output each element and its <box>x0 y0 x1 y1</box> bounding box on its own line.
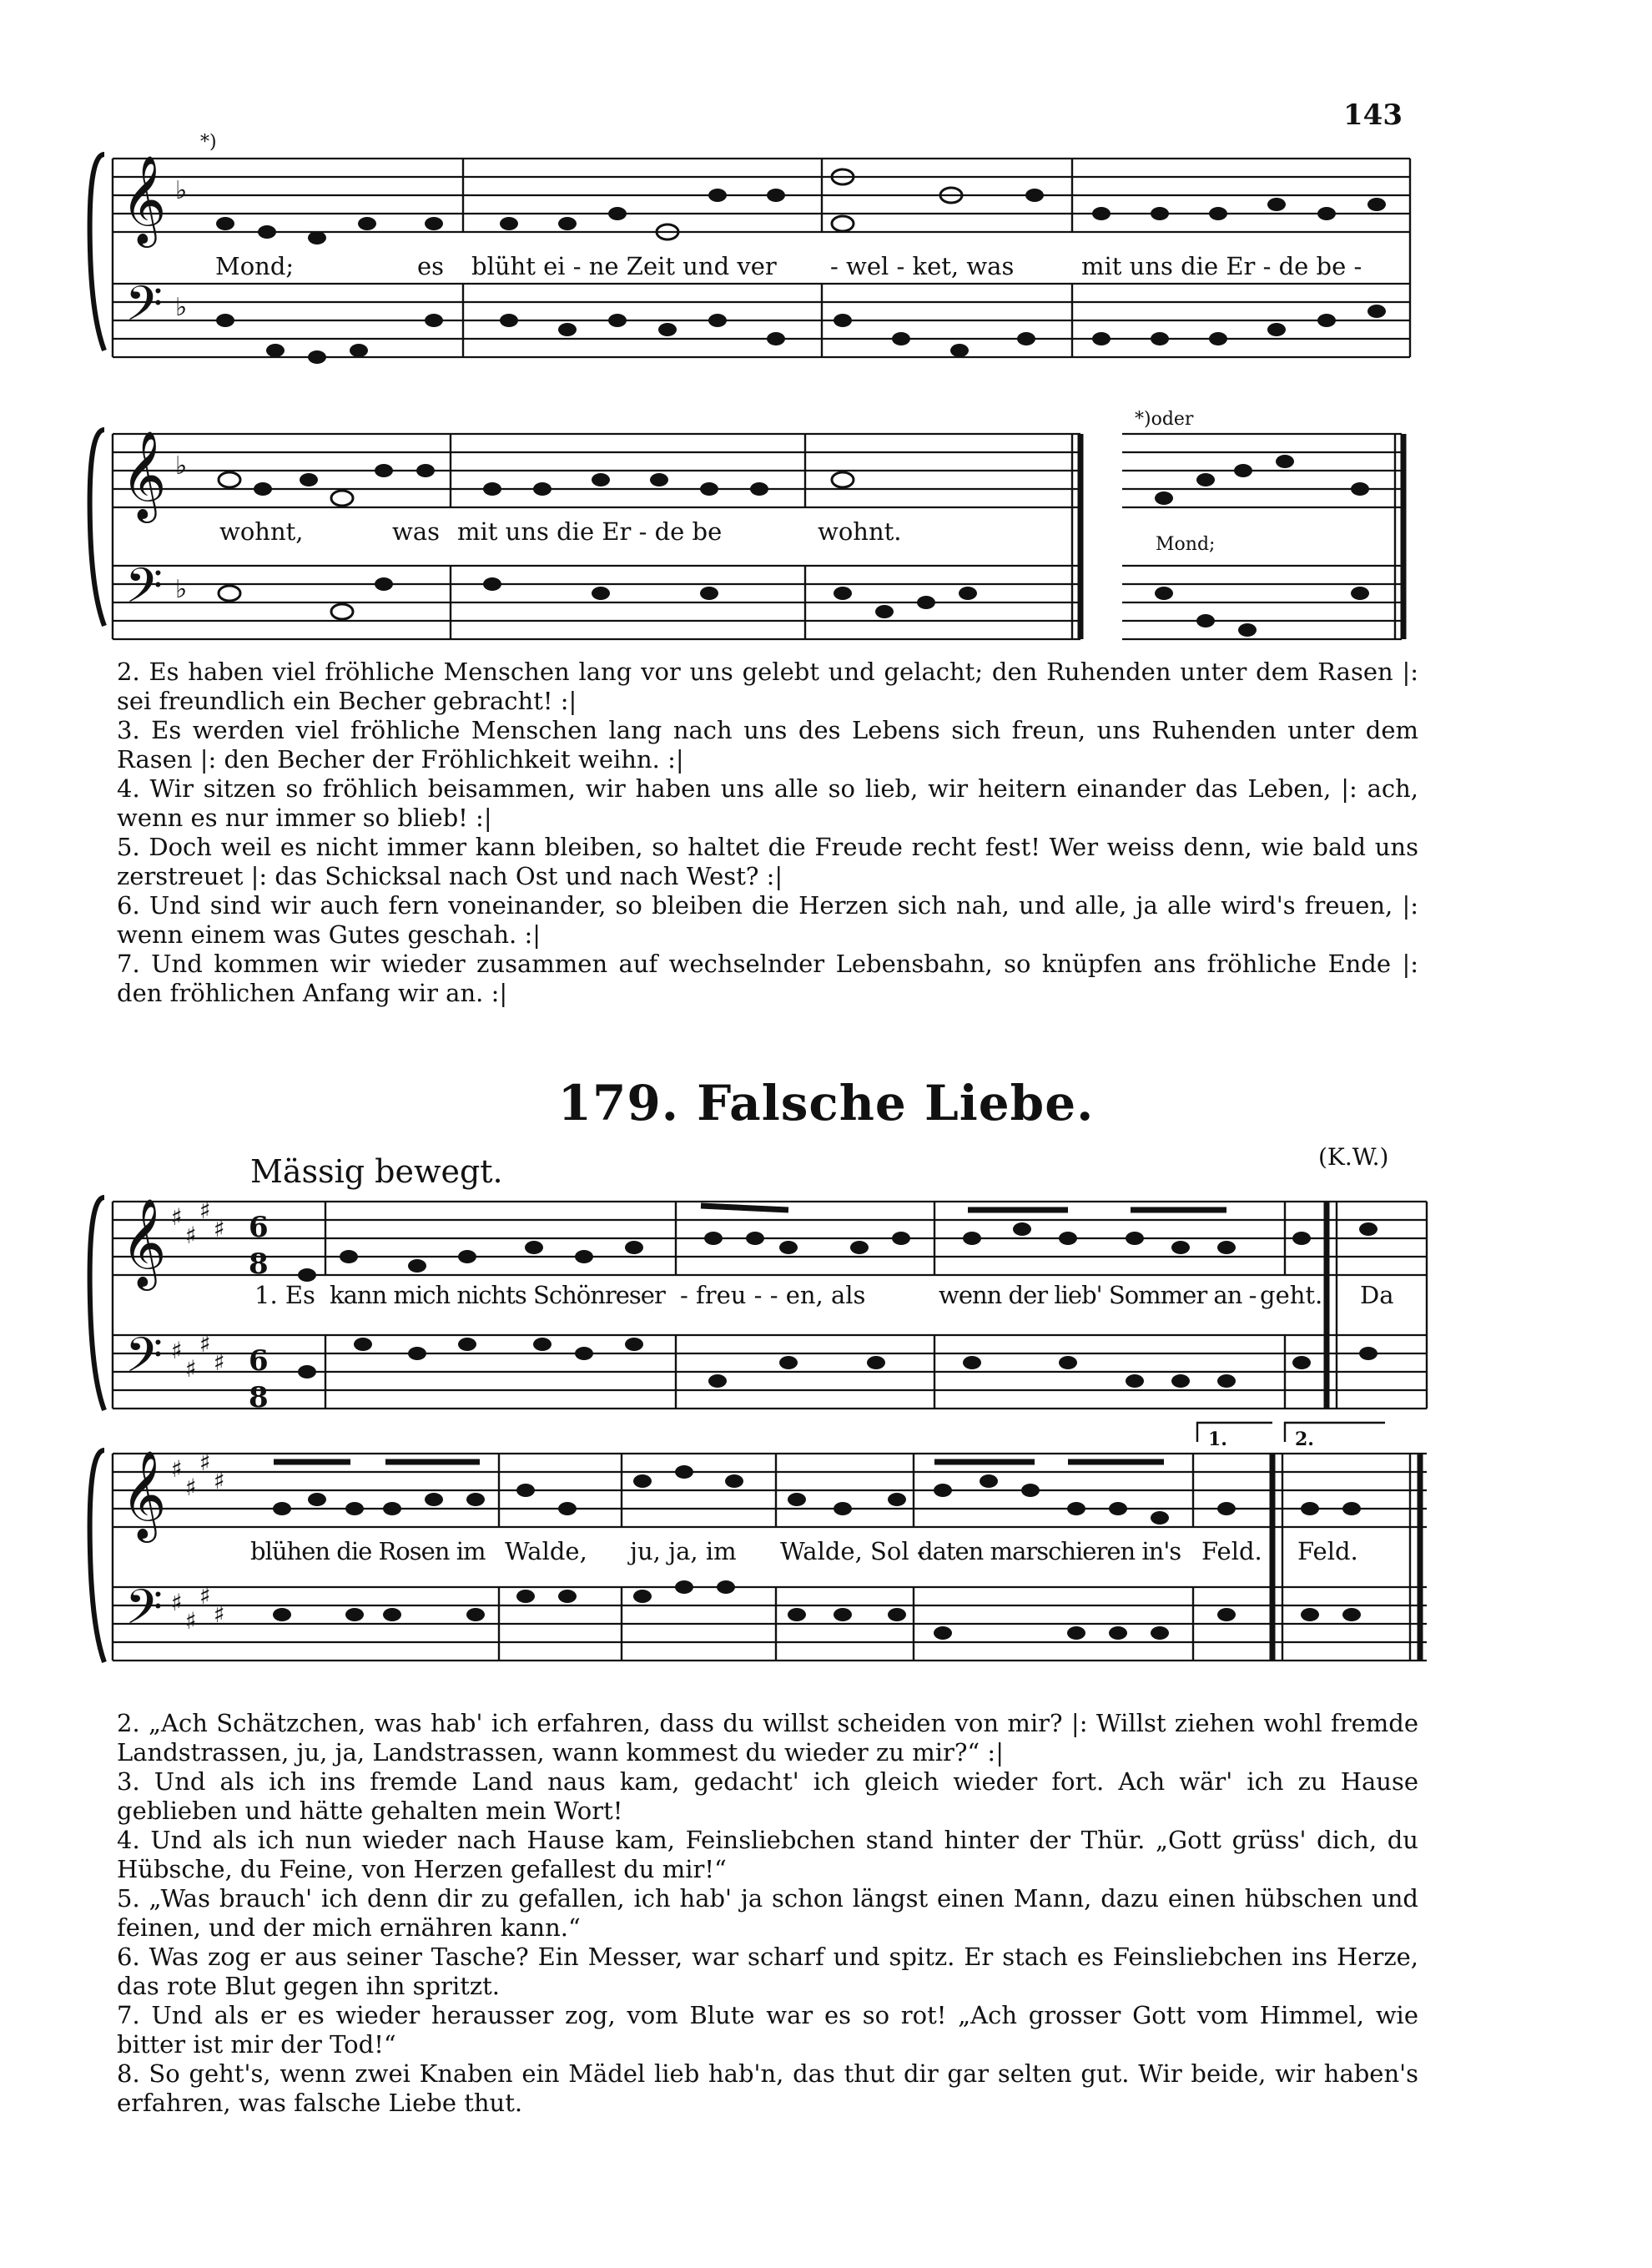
verse: 7. Und kommen wir wieder zusammen auf wechselnder Lebensbahn, so knüpfen ans fröhliche Ende |: den fröhlichen Anfang wir an. :| <box>117 950 1418 1007</box>
svg-text:♯: ♯ <box>185 1222 197 1249</box>
verse: 4. Und als ich nun wieder nach Hause kam, Feinsliebchen stand hinter der Thür. „Gott grüss' dich, du Hübsche, du Feine, von Herzen gefallest du mir!“ <box>117 1826 1418 1883</box>
lyric: Da <box>1360 1281 1394 1309</box>
verse: 6. Was zog er aus seiner Tasche? Ein Messer, war scharf und spitz. Er stach es Feinsliebchen ins Herze, das rote Blut gegen ihn spritzt. <box>117 1943 1418 2000</box>
svg-text:♯: ♯ <box>185 1607 197 1635</box>
lyric: kann mich nichts Schönreser <box>330 1281 665 1309</box>
footnote-marker: *) <box>200 132 217 153</box>
svg-text:𝄢: 𝄢 <box>125 1327 164 1395</box>
lyric: es <box>417 252 445 280</box>
lyric: 1. Es <box>254 1281 315 1309</box>
svg-text:♯: ♯ <box>171 1589 183 1616</box>
svg-text:𝄞: 𝄞 <box>121 430 167 519</box>
verse: 8. So geht's, wenn zwei Knaben ein Mädel lieb hab'n, das thut dir gar selten gut. Wir beide, wir haben's erfahren, was falsche Liebe thut. <box>117 2059 1418 2117</box>
svg-text:♯: ♯ <box>199 1449 211 1476</box>
lyric: mit uns die Er - de be <box>457 517 723 546</box>
svg-text:♯: ♯ <box>214 1600 225 1628</box>
verse: 2. „Ach Schätzchen, was hab' ich erfahren, dass du willst scheiden von mir? |: Willst ziehen wohl fremde Landstrassen, ju, ja, Landstrassen, wann kommest du wieder zu mir?“ :| <box>117 1709 1418 1767</box>
volta-2: 2. <box>1295 1429 1314 1450</box>
svg-text:6: 6 <box>249 1211 269 1244</box>
lyric: daten marschieren in's <box>918 1537 1181 1565</box>
bass-staff <box>113 1587 1427 1661</box>
svg-text:♯: ♯ <box>214 1215 225 1242</box>
svg-text:♯: ♯ <box>199 1197 211 1224</box>
alternate-lyric: Mond; <box>1156 534 1216 555</box>
svg-text:♯: ♯ <box>185 1474 197 1501</box>
tempo-marking: Mässig bewegt. <box>250 1153 503 1190</box>
verse: 3. Es werden viel fröhliche Menschen lang nach uns des Lebens sich freun, uns Ruhenden unter dem Rasen |: den Becher der Fröhlichkeit weihn. :| <box>117 716 1418 774</box>
lyric: Feld. <box>1297 1537 1358 1565</box>
lyric: Mond; <box>215 252 295 280</box>
lyric: Walde, <box>505 1537 587 1565</box>
verse: 5. „Was brauch' ich denn dir zu gefallen, ich hab' ja schon längst einen Mann, dazu einen hübschen und feinen, und der mich ernähren kann.“ <box>117 1884 1418 1942</box>
composer: (K.W.) <box>1318 1143 1389 1171</box>
svg-text:♯: ♯ <box>171 1337 183 1364</box>
lyric: mit uns die Er - de be - <box>1081 252 1362 280</box>
svg-text:𝄢: 𝄢 <box>125 557 164 626</box>
lyric: was <box>392 517 440 546</box>
svg-text:♯: ♯ <box>199 1330 211 1358</box>
lyric: wohnt, <box>219 517 304 546</box>
verses-song-179 <box>117 1709 1418 2118</box>
svg-text:♯: ♯ <box>171 1455 183 1483</box>
verse: 4. Wir sitzen so fröhlich beisammen, wir haben uns alle so lieb, wir heitern einander das Leben, |: ach, wenn es nur immer so blieb! :| <box>117 774 1418 832</box>
svg-text:♭: ♭ <box>175 293 188 322</box>
svg-text:8: 8 <box>249 1247 269 1281</box>
lyric: wenn der lieb' Sommer an - <box>939 1281 1257 1309</box>
verse: 2. Es haben viel fröhliche Menschen lang vor uns gelebt und gelacht; den Ruhenden unter dem Rasen |: sei freundlich ein Becher gebracht! :| <box>117 658 1418 715</box>
page-number: 143 <box>1343 98 1403 132</box>
verse: 7. Und als er es wieder herausser zog, vom Blute war es so rot! „Ach grosser Gott vom Himmel, wie bitter ist mir der Tod!“ <box>117 2001 1418 2059</box>
song-title: 179. Falsche Liebe. <box>557 1075 1095 1131</box>
lyric: - wel - ket, was <box>830 252 1015 280</box>
svg-text:♯: ♯ <box>171 1203 183 1231</box>
svg-text:𝄢: 𝄢 <box>125 1579 164 1647</box>
lyric: blühen die Rosen im <box>250 1537 486 1565</box>
svg-text:♭: ♭ <box>175 575 188 604</box>
verse: 5. Doch weil es nicht immer kann bleiben, so haltet die Freude recht fest! Wer weiss denn, wie bald uns zerstreuet |: das Schicksal nach Ost und nach West? :| <box>117 833 1418 890</box>
bass-clef-icon: 𝄢 <box>125 275 164 344</box>
svg-text:♯: ♯ <box>199 1582 211 1610</box>
lyric: - freu - - en, als <box>680 1281 866 1309</box>
svg-text:8: 8 <box>249 1381 269 1414</box>
svg-text:♯: ♯ <box>214 1348 225 1376</box>
svg-text:♭: ♭ <box>175 451 188 481</box>
verse: 6. Und sind wir auch fern voneinander, so bleiben die Herzen sich nah, und alle, ja alle wird's freuen, |: wenn einem was Gutes geschah. :| <box>117 891 1418 949</box>
verse: 3. Und als ich ins fremde Land naus kam, gedacht' ich gleich wieder fort. Ach wär' ich zu Hause geblieben und hätte gehalten mein Wort! <box>117 1767 1418 1825</box>
flat-icon: ♭ <box>175 176 188 205</box>
alternate-label: *)oder <box>1135 409 1194 430</box>
lyric: ju, ja, im <box>630 1537 737 1565</box>
svg-text:𝄞: 𝄞 <box>121 1197 167 1287</box>
lyric: Feld. <box>1201 1537 1262 1565</box>
lyric: Walde, Sol - <box>780 1537 925 1565</box>
treble-clef-icon: 𝄞 <box>121 154 167 244</box>
svg-text:♯: ♯ <box>185 1355 197 1383</box>
svg-text:𝄞: 𝄞 <box>121 1449 167 1539</box>
lyric: geht. <box>1260 1281 1323 1309</box>
svg-text:6: 6 <box>249 1344 269 1378</box>
lyric: blüht ei - ne Zeit und ver <box>471 252 777 280</box>
svg-text:♯: ♯ <box>214 1467 225 1494</box>
lyric: wohnt. <box>818 517 902 546</box>
volta-1: 1. <box>1208 1429 1227 1450</box>
